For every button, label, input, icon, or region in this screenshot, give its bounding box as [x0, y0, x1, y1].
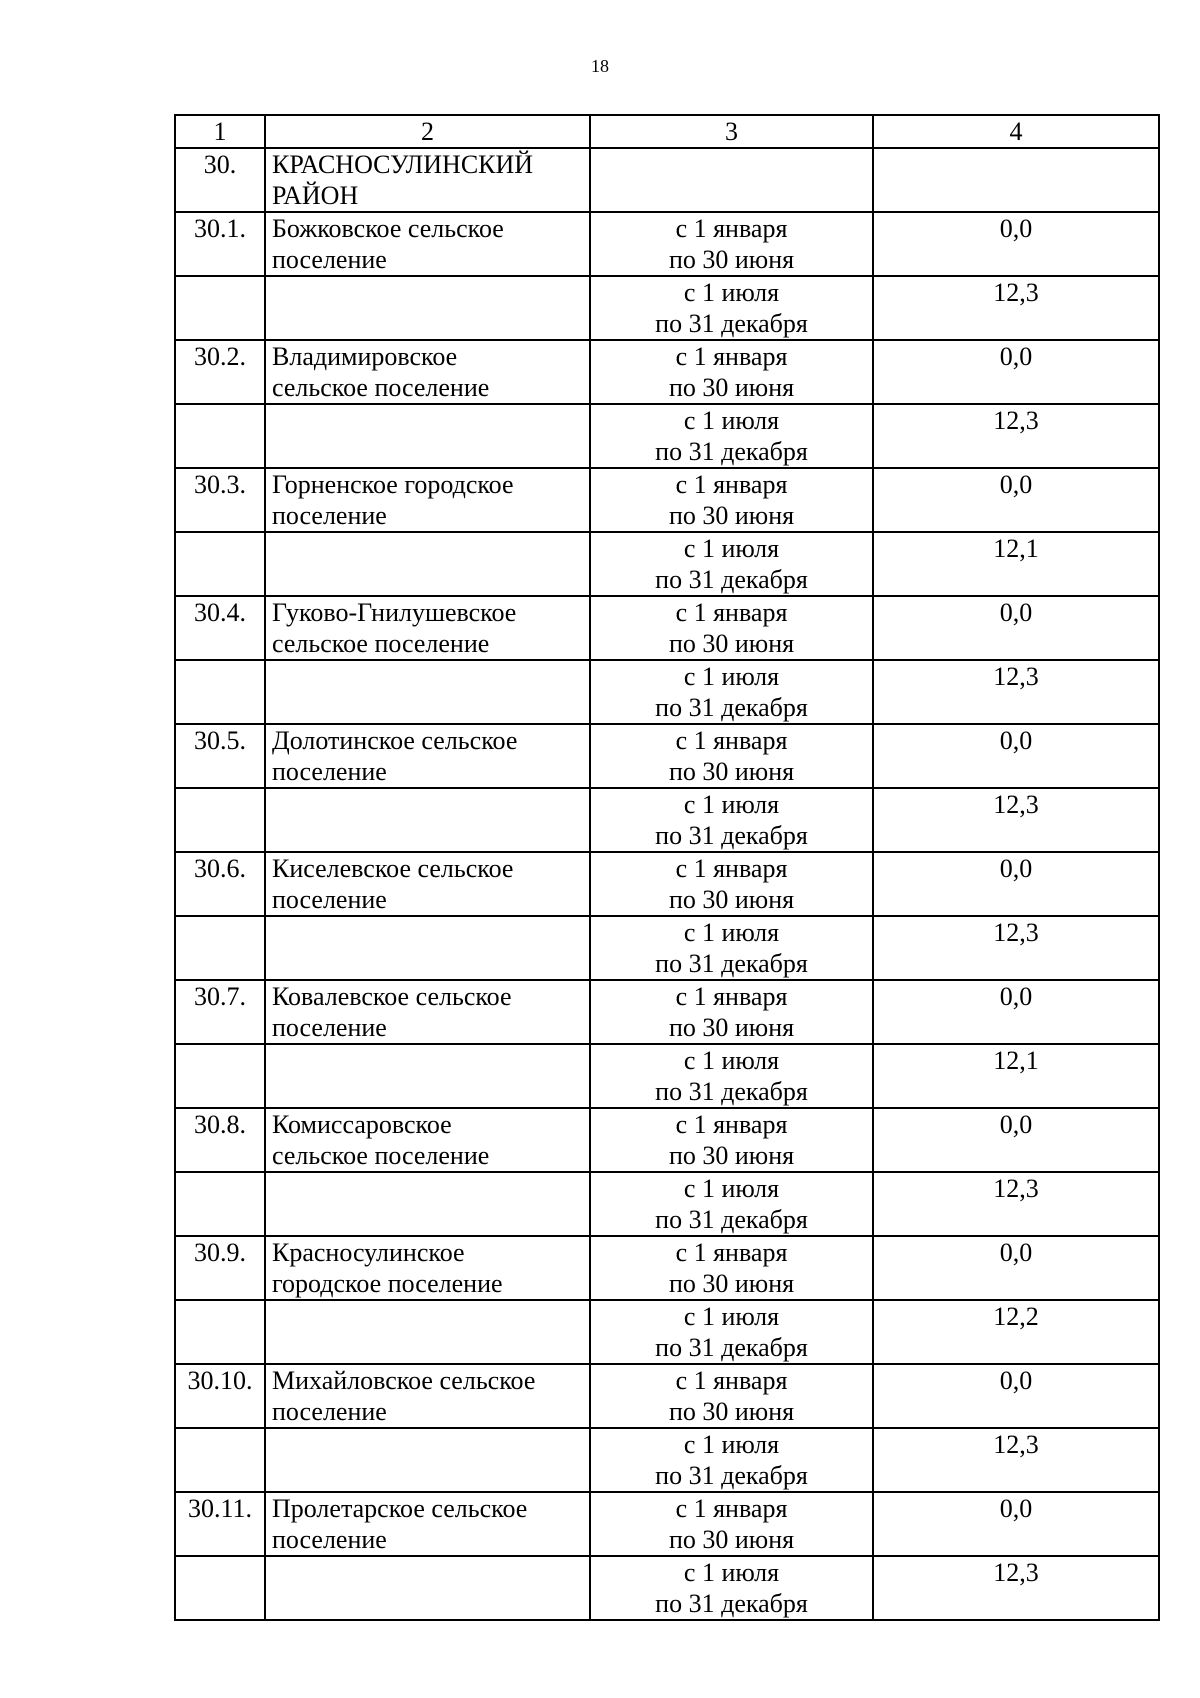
period-line: с 1 января [675, 342, 788, 371]
rate-value-line: 12,3 [993, 918, 1039, 947]
row-number [175, 1172, 265, 1236]
period [590, 1492, 873, 1556]
period [590, 916, 873, 980]
table-row [175, 1044, 1159, 1108]
period [590, 1364, 873, 1428]
settlement-name [265, 212, 590, 276]
table-row [175, 404, 1159, 468]
period-line: по 31 декабря [655, 1589, 808, 1618]
period-line: по 30 июня [668, 1013, 795, 1042]
period [590, 852, 873, 916]
period-line: по 30 июня [668, 1525, 795, 1554]
settlement-name-line: поселение [272, 757, 387, 786]
rate-value [873, 148, 1159, 212]
rate-value [873, 852, 1159, 916]
row-number-line: 30.9. [194, 1238, 246, 1267]
rate-value-line: 12,3 [993, 1174, 1039, 1203]
row-number [175, 1044, 265, 1108]
settlement-name [265, 660, 590, 724]
settlement-name-line: КРАСНОСУЛИНСКИЙ [272, 150, 534, 179]
table-row [175, 660, 1159, 724]
period-line: по 31 декабря [655, 821, 808, 850]
rate-value-line: 0,0 [999, 342, 1033, 371]
settlement-name-line: поселение [272, 885, 387, 914]
settlement-name-line: поселение [272, 1525, 387, 1554]
period [590, 404, 873, 468]
header-row [175, 115, 1159, 148]
settlement-name [265, 852, 590, 916]
period-line: с 1 июля [683, 534, 780, 563]
page-number: 18 [591, 56, 609, 76]
rate-value [873, 1556, 1159, 1620]
settlement-name-line: Долотинское сельское [272, 726, 518, 755]
settlement-name [265, 340, 590, 404]
table-row [175, 1556, 1159, 1620]
row-number [175, 276, 265, 340]
rate-value-line: 0,0 [999, 1494, 1033, 1523]
row-number-line: 30.8. [194, 1110, 246, 1139]
column-header-1: 1 [175, 115, 265, 148]
row-number-line: 30.5. [194, 726, 246, 755]
rate-value [873, 1044, 1159, 1108]
period [590, 212, 873, 276]
rate-value-line: 0,0 [999, 854, 1033, 883]
settlement-name-line: поселение [272, 1397, 387, 1426]
period [590, 596, 873, 660]
settlement-name [265, 1428, 590, 1492]
settlement-name-line: Ковалевское сельское [272, 982, 512, 1011]
rate-value [873, 980, 1159, 1044]
row-number [175, 852, 265, 916]
period [590, 1556, 873, 1620]
table-row [175, 1428, 1159, 1492]
period-line: по 30 июня [668, 1397, 795, 1426]
settlement-name-line: поселение [272, 501, 387, 530]
table-row [175, 980, 1159, 1044]
row-number-line: 30.7. [194, 982, 246, 1011]
period [590, 1044, 873, 1108]
period-line: с 1 января [675, 982, 788, 1011]
rate-value [873, 1300, 1159, 1364]
rate-value-line: 12,2 [993, 1302, 1039, 1331]
period-line: с 1 января [675, 1110, 788, 1139]
rate-value-line: 12,3 [993, 278, 1039, 307]
rate-value [873, 660, 1159, 724]
column-header-3: 3 [590, 115, 873, 148]
rate-value [873, 724, 1159, 788]
row-number [175, 340, 265, 404]
settlement-name [265, 1492, 590, 1556]
period [590, 660, 873, 724]
period [590, 340, 873, 404]
settlement-name-line: Божковское сельское [272, 214, 504, 243]
row-number-line: 30.3. [194, 470, 246, 499]
period-line: по 31 декабря [655, 949, 808, 978]
row-number [175, 1556, 265, 1620]
period-line: по 31 декабря [655, 693, 808, 722]
rate-value-line: 12,1 [993, 1046, 1039, 1075]
period-line: по 31 декабря [655, 1077, 808, 1106]
rate-value-line: 12,3 [993, 790, 1039, 819]
period-line: по 31 декабря [655, 309, 808, 338]
period-line: по 30 июня [668, 1141, 795, 1170]
rate-value [873, 1236, 1159, 1300]
period-line: с 1 июля [683, 662, 780, 691]
rate-value-line: 0,0 [999, 1238, 1033, 1267]
settlement-name-line: Владимировское [272, 342, 458, 371]
period-line: с 1 июля [683, 1302, 780, 1331]
period [590, 532, 873, 596]
settlement-name [265, 724, 590, 788]
rate-value-line: 0,0 [999, 1110, 1033, 1139]
settlement-name-line: Красносулинское [272, 1238, 465, 1267]
rate-value-line: 12,1 [993, 534, 1039, 563]
row-number [175, 916, 265, 980]
period-line: по 30 июня [668, 245, 795, 274]
period-line: с 1 июля [683, 406, 780, 435]
row-number-line: 30.6. [194, 854, 246, 883]
period-line: с 1 июля [683, 1174, 780, 1203]
settlement-name-line: РАЙОН [272, 181, 359, 210]
settlement-name [265, 1236, 590, 1300]
period-line: по 31 декабря [655, 437, 808, 466]
table-row [175, 788, 1159, 852]
column-header-2: 2 [265, 115, 590, 148]
settlement-name [265, 1108, 590, 1172]
rate-value-line: 12,3 [993, 662, 1039, 691]
period-line: по 31 декабря [655, 1461, 808, 1490]
settlement-name [265, 1172, 590, 1236]
period-line: по 30 июня [668, 629, 795, 658]
table-body [175, 115, 1159, 1620]
rate-value [873, 596, 1159, 660]
settlement-name-line: сельское поселение [272, 1141, 490, 1170]
row-number [175, 1300, 265, 1364]
row-number [175, 788, 265, 852]
row-number [175, 532, 265, 596]
period-line: с 1 января [675, 726, 788, 755]
table-row [175, 1236, 1159, 1300]
period [590, 1236, 873, 1300]
period-line: с 1 января [675, 470, 788, 499]
period-line: с 1 января [675, 598, 788, 627]
table-row [175, 148, 1159, 212]
rate-value-line: 0,0 [999, 214, 1033, 243]
settlement-name-line: Михайловское сельское [272, 1366, 536, 1395]
rate-value [873, 340, 1159, 404]
rate-value-line: 12,3 [993, 406, 1039, 435]
table-row [175, 596, 1159, 660]
period-line: по 30 июня [668, 757, 795, 786]
rate-value [873, 1492, 1159, 1556]
period [590, 980, 873, 1044]
rate-value [873, 468, 1159, 532]
rate-value [873, 916, 1159, 980]
row-number-line: 30. [203, 150, 237, 179]
table-row [175, 724, 1159, 788]
table-row [175, 212, 1159, 276]
period-line: по 30 июня [668, 373, 795, 402]
settlement-name-line: Гуково-Гнилушевское [272, 598, 517, 627]
settlement-name [265, 276, 590, 340]
rate-value [873, 1364, 1159, 1428]
period-line: с 1 января [675, 1238, 788, 1267]
settlement-name-line: городское поселение [272, 1269, 503, 1298]
settlement-name-line: Киселевское сельское [272, 854, 514, 883]
period-line: по 30 июня [668, 1269, 795, 1298]
rate-value [873, 276, 1159, 340]
settlement-name [265, 596, 590, 660]
period [590, 1428, 873, 1492]
row-number-line: 30.2. [194, 342, 246, 371]
period [590, 788, 873, 852]
row-number [175, 148, 265, 212]
period [590, 1300, 873, 1364]
period [590, 468, 873, 532]
settlement-name-line: Комиссаровское [272, 1110, 452, 1139]
settlement-name-line: сельское поселение [272, 373, 490, 402]
row-number [175, 212, 265, 276]
period-line: с 1 января [675, 1494, 788, 1523]
rate-value [873, 532, 1159, 596]
table-row [175, 276, 1159, 340]
table-row [175, 340, 1159, 404]
period-line: с 1 июля [683, 1430, 780, 1459]
period-line: по 31 декабря [655, 565, 808, 594]
rate-value [873, 1428, 1159, 1492]
row-number [175, 1236, 265, 1300]
rate-value-line: 0,0 [999, 598, 1033, 627]
settlement-name [265, 1300, 590, 1364]
settlement-name [265, 468, 590, 532]
settlement-name [265, 788, 590, 852]
table-row [175, 1108, 1159, 1172]
rate-value [873, 404, 1159, 468]
table-row [175, 1300, 1159, 1364]
rate-value-line: 0,0 [999, 1366, 1033, 1395]
period-line: с 1 июля [683, 278, 780, 307]
settlement-name [265, 404, 590, 468]
rate-value [873, 788, 1159, 852]
row-number [175, 1428, 265, 1492]
table-row [175, 852, 1159, 916]
table-row [175, 916, 1159, 980]
settlement-name [265, 980, 590, 1044]
settlement-name-line: сельское поселение [272, 629, 490, 658]
settlement-name [265, 1364, 590, 1428]
rate-value-line: 0,0 [999, 726, 1033, 755]
settlement-name [265, 148, 590, 212]
row-number-line: 30.1. [194, 214, 246, 243]
rate-value [873, 212, 1159, 276]
rate-value-line: 12,3 [993, 1558, 1039, 1587]
column-header-4: 4 [873, 115, 1159, 148]
settlement-name [265, 916, 590, 980]
settlement-name [265, 1556, 590, 1620]
settlement-name-line: Пролетарское сельское [272, 1494, 528, 1523]
rate-value-line: 12,3 [993, 1430, 1039, 1459]
table-row [175, 1172, 1159, 1236]
period-line: по 31 декабря [655, 1205, 808, 1234]
period-line: с 1 января [675, 854, 788, 883]
settlement-name [265, 1044, 590, 1108]
table-row [175, 468, 1159, 532]
table-row [175, 1364, 1159, 1428]
row-number [175, 1492, 265, 1556]
period-line: по 31 декабря [655, 1333, 808, 1362]
period-line: с 1 января [675, 214, 788, 243]
rate-value [873, 1172, 1159, 1236]
settlement-name-line: поселение [272, 1013, 387, 1042]
period [590, 1108, 873, 1172]
rates-table [174, 114, 1160, 1621]
period [590, 276, 873, 340]
row-number [175, 660, 265, 724]
row-number [175, 1364, 265, 1428]
row-number-line: 30.10. [187, 1366, 253, 1395]
period-line: с 1 июля [683, 1558, 780, 1587]
row-number [175, 1108, 265, 1172]
period [590, 148, 873, 212]
row-number [175, 404, 265, 468]
period-line: с 1 июля [683, 918, 780, 947]
period-line: с 1 января [675, 1366, 788, 1395]
rate-value [873, 1108, 1159, 1172]
period-line: с 1 июля [683, 790, 780, 819]
row-number [175, 980, 265, 1044]
period [590, 724, 873, 788]
table-row [175, 532, 1159, 596]
row-number-line: 30.4. [194, 598, 246, 627]
rate-value-line: 0,0 [999, 982, 1033, 1011]
period-line: по 30 июня [668, 885, 795, 914]
period-line: по 30 июня [668, 501, 795, 530]
table-row [175, 1492, 1159, 1556]
row-number [175, 596, 265, 660]
period-line: с 1 июля [683, 1046, 780, 1075]
rate-value-line: 0,0 [999, 470, 1033, 499]
settlement-name [265, 532, 590, 596]
row-number-line: 30.11. [187, 1494, 253, 1523]
settlement-name-line: поселение [272, 245, 387, 274]
row-number [175, 724, 265, 788]
period [590, 1172, 873, 1236]
settlement-name-line: Горненское городское [272, 470, 514, 499]
row-number [175, 468, 265, 532]
